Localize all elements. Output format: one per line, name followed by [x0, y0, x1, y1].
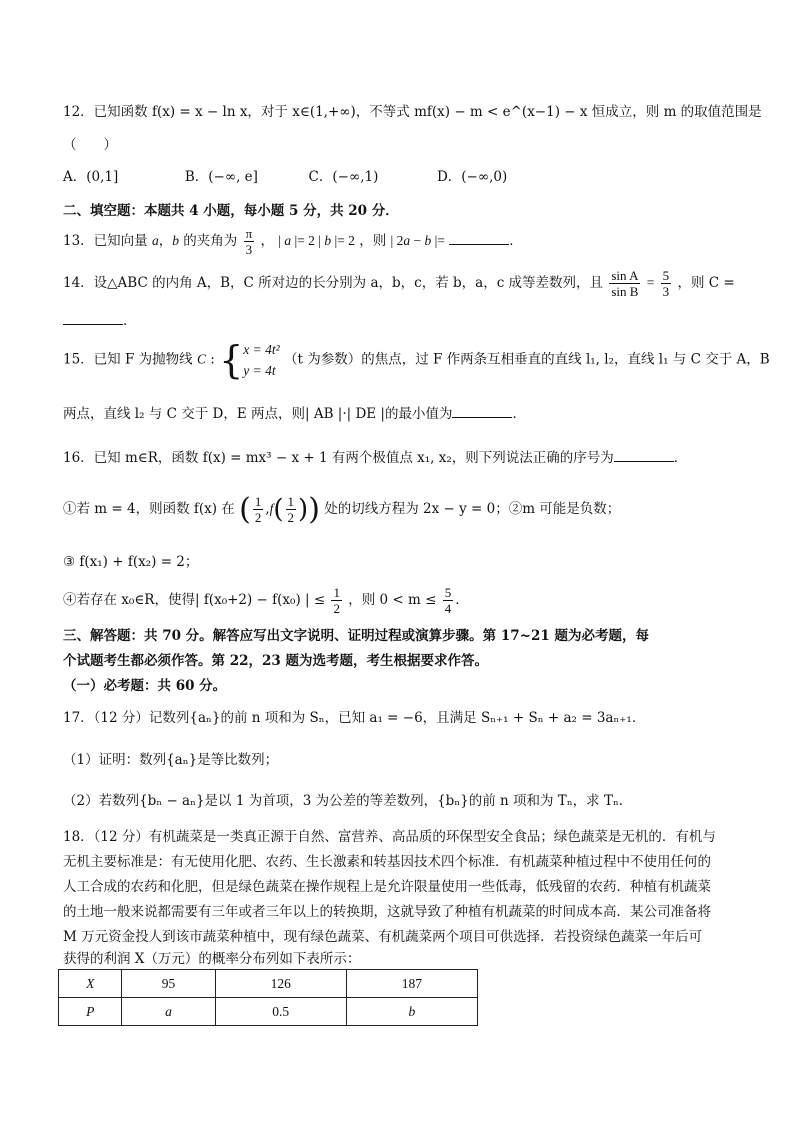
q13: 13．已知向量 a，b 的夹角为 $\frac{\pi}{3}$ ， | a |= 2 | b |= 2 ，则 | 2a − b |= ． — [63, 226, 523, 257]
q18-line-1: 18．（12 分）有机蔬菜是一类真正源于自然、富营养、高品质的环保型安全食品；绿色蔬菜是无机的．有机与 — [63, 829, 716, 845]
table-row — [59, 998, 478, 1026]
q13-text-d: ，则 — [359, 233, 387, 249]
q16-item-1-2: ①若 m = 4，则函数 f(x) 在 ( $\frac{1}{2}$ ,f( $\frac{1}{2}$ )) 处的切线方程为 2x − y = 0；②m 可能是负数； — [63, 492, 621, 527]
q15-param-system: x = 4t² y = 4t — [243, 342, 280, 378]
table-cell: X — [59, 970, 122, 998]
section3-heading-2: 个试题考生都必须作答。第 22，23 题为选考题，考生根据要求作答。 — [63, 653, 488, 669]
q15-line2: 两点，直线 l₂ 与 C 交于 D，E 两点，则| AB |·| DE |的最小值为 ． — [63, 406, 526, 422]
section2-heading: 二、填空题：本题共 4 小题，每小题 5 分，共 20 分． — [63, 203, 399, 219]
q17-part-1: （1）证明：数列{aₙ}是等比数列； — [63, 752, 279, 768]
q14-answer-line: ． — [63, 309, 137, 329]
table-cell: 126 — [215, 970, 346, 998]
q18-line-4: 的土地一般来说都需要有三年或者三年以上的转换期，这就导致了种植有机蔬菜的时间成本高．某公司准备将 — [63, 904, 711, 920]
section3-heading-1: 三、解答题：共 70 分。解答应写出文字说明、证明过程或演算步骤。第 17~21 题为必考题，每 — [63, 628, 649, 644]
table-cell: 187 — [346, 970, 477, 998]
table-cell: P — [59, 998, 122, 1026]
q18-line-5: M 万元资金投人到该市蔬菜种植中，现有绿色蔬菜、有机蔬菜两个项目可供选择．若投资绿色蔬菜一年后可 — [63, 929, 703, 945]
q13-answer-blank[interactable] — [449, 232, 509, 245]
q14-sine-fraction: $\frac{\text{sin A}}{\text{sin B}}$ — [611, 268, 639, 299]
section3-subheading: （一）必考题：共 60 分。 — [63, 678, 227, 694]
q17-part-2: （2）若数列{bₙ − aₙ}是以 1 为首项，3 为公差的等差数列，{bₙ}的前 n 项和为 Tₙ，求 Tₙ． — [63, 793, 633, 809]
q16-answer-blank[interactable] — [614, 449, 674, 462]
q12-options — [63, 165, 507, 185]
q12-stem: 12．已知函数 f(x) = x − ln x，对于 x∈(1,+∞)，不等式 mf(x) − m < e^(x−1) − x 恒成立，则 m 的取值范围是 — [63, 104, 762, 120]
table-cell: 95 — [122, 970, 215, 998]
q18-line-3: 人工合成的农药和化肥，但是绿色蔬菜在操作规程上是允许限量使用一些低毒，低残留的农药．种植有机蔬菜 — [63, 879, 711, 895]
q14-ratio-fraction: $\frac{5}{3}$ — [662, 268, 670, 299]
q17-stem: 17．（12 分）记数列{aₙ}的前 n 项和为 Sₙ，已知 a₁ = −6，且满足 Sₙ₊₁ + Sₙ + a₂ = 3aₙ₊₁． — [63, 710, 646, 726]
q15-answer-blank[interactable] — [452, 405, 512, 418]
q12-option-c: C．(−∞,1) — [308, 169, 379, 185]
q16-item-4: ④若存在 x₀∈R，使得| f(x₀+2) − f(x₀) | ≤ $\frac{1}{2}$ ，则 0 < m ≤ $\frac{5}{4}$ ． — [63, 585, 469, 616]
q15-text-b: （t 为参数）的焦点，过 F 作两条互相垂直的直线 l₁, l₂，直线 l₁ 与 C 交于 A，B — [283, 351, 770, 368]
q14-text-a: 14．设△ABC 的内角 A，B，C 所对边的长分别为 a，b，c，若 b，a，c 成等差数列，且 — [63, 275, 604, 291]
probability-table — [58, 969, 478, 1026]
q15-text-a: 15．已知 F 为抛物线 — [63, 351, 193, 368]
q16-item-3: ③ f(x₁) + f(x₂) = 2； — [63, 554, 199, 570]
q13-text-c: ， — [260, 233, 274, 249]
q13-text-b: 的夹角为 — [183, 233, 238, 249]
q13-text-a: 13．已知向量 — [63, 233, 148, 249]
q14: 14．设△ABC 的内角 A，B，C 所对边的长分别为 a，b，c，若 b，a，c 成等差数列，且 $\frac{\text{sin A}}{\text{sin B}}$ = $\frac{5}{3}$ ，则 C = — [63, 268, 735, 299]
table-cell: a — [122, 998, 215, 1026]
q14-answer-blank[interactable] — [63, 312, 123, 325]
q18-line-2: 无机主要标准是：有无使用化肥、农药、生长激素和转基因技术四个标准．有机蔬菜种植过程中不使用任何的 — [63, 854, 711, 870]
table-cell: 0.5 — [215, 998, 346, 1026]
q14-text-b: ，则 C = — [677, 275, 735, 291]
table-row — [59, 970, 478, 998]
q16-stem: 16．已知 m∈R，函数 f(x) = mx³ − x + 1 有两个极值点 x₁, x₂，则下列说法正确的序号为 ． — [63, 450, 688, 466]
q18-line-6: 获得的利润 X（万元）的概率分布列如下表所示： — [63, 951, 361, 967]
table-cell: b — [346, 998, 477, 1026]
q12-option-d: D．(−∞,0) — [436, 169, 508, 185]
q13-text-e: ． — [509, 233, 523, 249]
q12-option-a: A．(0,1] — [63, 169, 119, 185]
q12-option-b: B．(−∞, e] — [184, 169, 258, 185]
q13-angle-fraction: $\frac{\pi}{3}$ — [245, 226, 253, 257]
q15: 15．已知 F 为抛物线 C : { x = 4t² y = 4t （t 为参数）的焦点，过 F 作两条互相垂直的直线 l₁, l₂，直线 l₁ 与 C 交于 A，B — [63, 338, 770, 382]
q12-answer-paren: （ ） — [63, 137, 117, 153]
